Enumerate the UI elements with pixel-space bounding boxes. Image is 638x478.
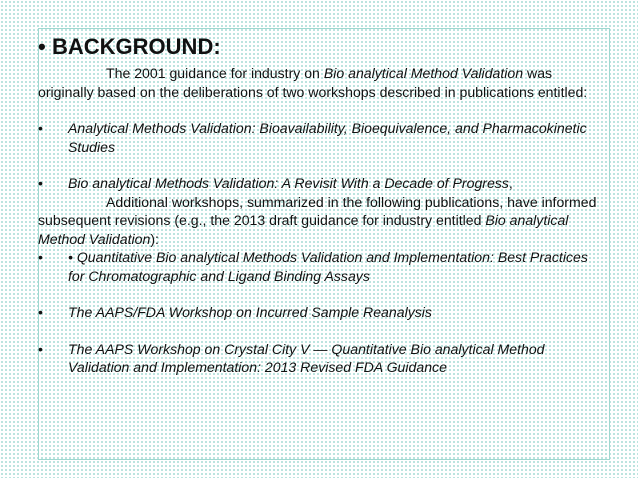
bullet-icon: • (38, 175, 43, 191)
bullet-icon: • (38, 340, 43, 357)
list-item: • Bio analytical Methods Validation: A Revisit With a Decade of Progress, (38, 175, 513, 191)
publication-title: • Quantitative Bio analytical Methods Validation and Implementation: Best Practices for Chromatographic and Ligand Binding Assays (68, 249, 588, 284)
list-item (38, 340, 598, 377)
bullet-icon: • (38, 249, 43, 265)
guidance-title: Bio analytical Method Validation (323, 65, 524, 81)
bullet-icon: • (38, 304, 43, 320)
publication-title: The AAPS/FDA Workshop on Incurred Sample Reanalysis (68, 304, 432, 320)
list-item (38, 248, 598, 285)
bullet-icon: • (38, 120, 43, 136)
guidance-title: Bio analytical Method Validation (38, 212, 569, 247)
additional-paragraph: Additional workshops, summarized in the following publications, have informed subsequent revisions (e.g., the 2013 draft guidance for industry entitled Bio analytical Method Validation): (38, 193, 597, 247)
list-item (38, 119, 598, 156)
publication-title: Bio analytical Methods Validation: A Revisit With a Decade of Progress (68, 175, 509, 191)
slide-content (38, 34, 598, 377)
bullet-icon: • (38, 34, 46, 59)
section-heading (38, 34, 598, 60)
intro-paragraph: The 2001 guidance for industry on Bio analytical Method Validation was originally based on the deliberations of two workshops described in publications entitled: (38, 65, 588, 100)
publication-title: Analytical Methods Validation: Bioavailability, Bioequivalence, and Pharmacokinetic Studies (68, 120, 587, 155)
heading-text: BACKGROUND: (52, 34, 221, 59)
publication-title: The AAPS Workshop on Crystal City V — Quantitative Bio analytical Method Validation and Implementation: 2013 Revised FDA Guidance (68, 340, 545, 375)
list-item (38, 303, 598, 322)
